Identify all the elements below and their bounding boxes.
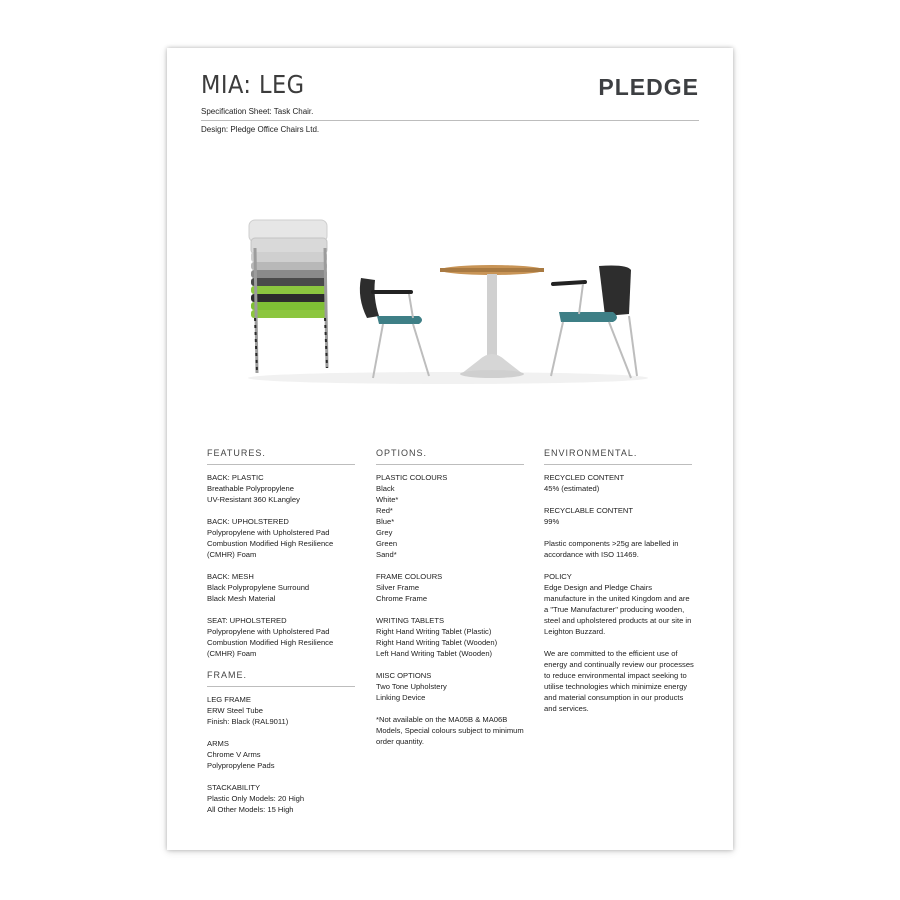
feature-line: Polypropylene with Upholstered Pad <box>207 627 330 636</box>
option-block <box>376 615 526 659</box>
feature-title: BACK: MESH <box>207 572 254 581</box>
frame-heading: FRAME. <box>207 670 355 687</box>
frame-line: Plastic Only Models: 20 High <box>207 794 305 803</box>
option-line: Red* <box>376 506 393 515</box>
option-line: White* <box>376 495 399 504</box>
features-column <box>207 448 357 826</box>
commitment-text: We are committed to the efficient use of energy and continually review our processes to reduce environmental impact seeking to utilise technologies which minimize energy and material consumption in our products and services. <box>544 649 694 713</box>
option-block <box>376 472 526 560</box>
feature-title: BACK: PLASTIC <box>207 473 264 482</box>
option-title: FRAME COLOURS <box>376 572 443 581</box>
policy-block <box>544 571 694 637</box>
chair-left <box>360 278 429 378</box>
feature-block <box>207 615 357 659</box>
option-title: MISC OPTIONS <box>376 671 432 680</box>
frame-block <box>207 738 357 771</box>
chair-right <box>551 266 637 379</box>
option-line: Right Hand Writing Tablet (Plastic) <box>376 627 492 636</box>
recycled-value: 45% (estimated) <box>544 484 600 493</box>
product-image <box>233 208 663 388</box>
option-line: Green <box>376 539 398 548</box>
option-line: Linking Device <box>376 693 426 702</box>
options-note-text: *Not available on the MA05B & MA06B Models, Special colours subject to minimum order quantity. <box>376 715 524 746</box>
frame-line: All Other Models: 15 High <box>207 805 294 814</box>
policy-title: POLICY <box>544 572 572 581</box>
feature-block <box>207 472 357 505</box>
option-line: Two Tone Upholstery <box>376 682 447 691</box>
option-block <box>376 670 526 703</box>
option-line: Grey <box>376 528 393 537</box>
recyclable-value: 99% <box>544 517 560 526</box>
option-line: Right Hand Writing Tablet (Wooden) <box>376 638 498 647</box>
feature-block <box>207 516 357 560</box>
page-title: MIA: LEG <box>201 70 305 99</box>
brand-logo: PLEDGE <box>598 74 699 100</box>
feature-line: Polypropylene with Upholstered Pad <box>207 528 330 537</box>
feature-line: Black Mesh Material <box>207 594 276 603</box>
header-divider <box>201 120 699 121</box>
feature-line: Combustion Modified High Resilience <box>207 638 334 647</box>
frame-line: Chrome V Arms <box>207 750 261 759</box>
frame-title: LEG FRAME <box>207 695 251 704</box>
commitment-block <box>544 648 694 714</box>
option-line: Left Hand Writing Tablet (Wooden) <box>376 649 493 658</box>
feature-title: BACK: UPHOLSTERED <box>207 517 289 526</box>
frame-title: ARMS <box>207 739 229 748</box>
option-block <box>376 571 526 604</box>
feature-line: (CMHR) Foam <box>207 550 257 559</box>
feature-line: Breathable Polypropylene <box>207 484 294 493</box>
features-heading: FEATURES. <box>207 448 355 465</box>
option-line: Silver Frame <box>376 583 420 592</box>
plastic-note-block <box>544 538 694 560</box>
frame-line: Finish: Black (RAL9011) <box>207 717 289 726</box>
plastic-note: Plastic components >25g are labelled in accordance with ISO 11469. <box>544 539 679 559</box>
frame-line: Polypropylene Pads <box>207 761 275 770</box>
feature-title: SEAT: UPHOLSTERED <box>207 616 287 625</box>
design-credit: Design: Pledge Office Chairs Ltd. <box>201 125 320 134</box>
option-line: Chrome Frame <box>376 594 428 603</box>
chair-stack <box>249 220 327 373</box>
option-line: Black <box>376 484 395 493</box>
round-table <box>440 265 544 378</box>
options-note <box>376 714 526 747</box>
options-column <box>376 448 526 758</box>
frame-block <box>207 782 357 815</box>
feature-line: UV-Resistant 360 KLangley <box>207 495 300 504</box>
recycled-block <box>544 472 694 494</box>
policy-text: Edge Design and Pledge Chairs manufacture in the united Kingdom and are a "True Manufacturer" producing wooden, steel and upholstered products at our site in Leighton Buzzard. <box>544 583 692 636</box>
feature-line: (CMHR) Foam <box>207 649 257 658</box>
frame-line: ERW Steel Tube <box>207 706 263 715</box>
environmental-heading: ENVIRONMENTAL. <box>544 448 692 465</box>
recyclable-title: RECYCLABLE CONTENT <box>544 506 634 515</box>
option-line: Blue* <box>376 517 395 526</box>
feature-line: Combustion Modified High Resilience <box>207 539 334 548</box>
spec-sheet <box>167 48 733 850</box>
option-title: WRITING TABLETS <box>376 616 445 625</box>
option-title: PLASTIC COLOURS <box>376 473 448 482</box>
feature-line: Black Polypropylene Surround <box>207 583 310 592</box>
frame-block <box>207 694 357 727</box>
option-line: Sand* <box>376 550 397 559</box>
subtitle: Specification Sheet: Task Chair. <box>201 107 314 116</box>
recycled-title: RECYCLED CONTENT <box>544 473 625 482</box>
environmental-column <box>544 448 694 725</box>
options-heading: OPTIONS. <box>376 448 524 465</box>
recyclable-block <box>544 505 694 527</box>
feature-block <box>207 571 357 604</box>
frame-title: STACKABILITY <box>207 783 261 792</box>
